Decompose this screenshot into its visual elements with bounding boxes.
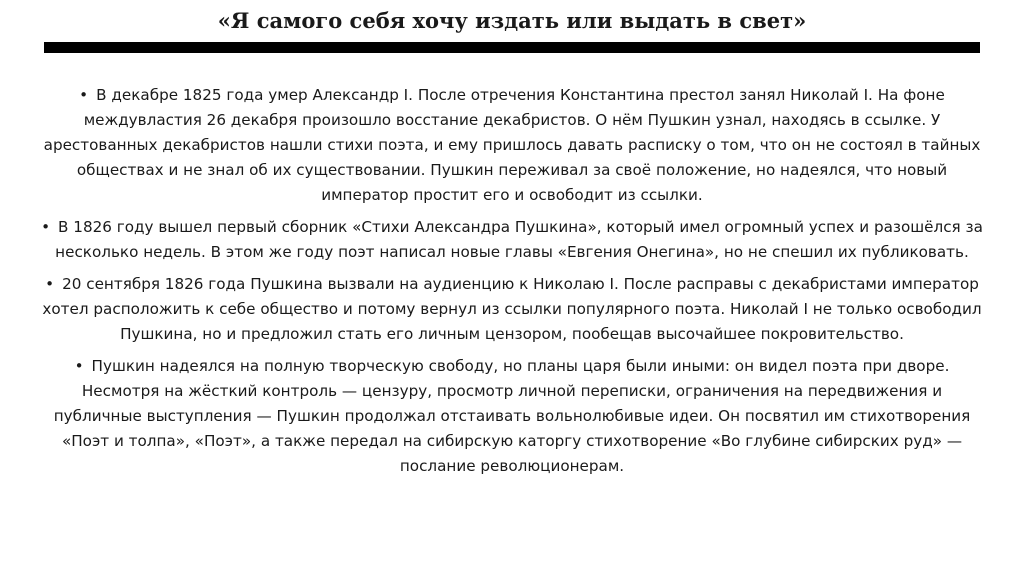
bullet-icon: • [79,86,89,104]
bullet-item [40,354,984,479]
bullet-text: Пушкин надеялся на полную творческую свободу, но планы царя были иными: он видел поэта при дворе. Несмотря на жёсткий контроль — цензуру, просмотр личной переписки, ограничения на передвижения и публичные выступления — Пушкин продолжал отстаивать вольнолюбивые идеи. Он посвятил им стихотворения «Поэт и толпа», «Поэт», а также передал на сибирскую каторгу стихотворение «Во глубине сибирских руд» — послание революционерам. [53,357,971,475]
bullet-item [40,272,984,347]
bullet-text: В 1826 году вышел первый сборник «Стихи Александра Пушкина», который имел огромный успех и разошёлся за несколько недель. В этом же году поэт написал новые главы «Евгения Онегина», но не спешил их публиковать. [55,218,983,261]
bullet-text: 20 сентября 1826 года Пушкина вызвали на аудиенцию к Николаю I. После расправы с декабристами император хотел расположить к себе общество и потому вернул из ссылки популярного поэта. Николай I не только освободил Пушкина, но и предложил стать его личным цензором, пообещав высочайшее покровительство. [42,275,982,343]
bullet-icon: • [41,218,51,236]
bullet-icon: • [74,357,84,375]
bullet-item [40,83,984,208]
slide-content [40,83,984,486]
bullet-icon: • [45,275,55,293]
title-divider [44,42,980,53]
bullet-item [40,215,984,265]
bullet-text: В декабре 1825 года умер Александр I. После отречения Константина престол занял Николай I. На фоне междувластия 26 декабря произошло восстание декабристов. О нём Пушкин узнал, находясь в ссылке. У арестованных декабристов нашли стихи поэта, и ему пришлось давать расписку о том, что он не состоял в тайных обществах и не знал об их существовании. Пушкин переживал за своё положение, но надеялся, что новый император простит его и освободит из ссылки. [43,86,981,204]
slide-title: «Я самого себя хочу издать или выдать в свет» [217,8,807,33]
